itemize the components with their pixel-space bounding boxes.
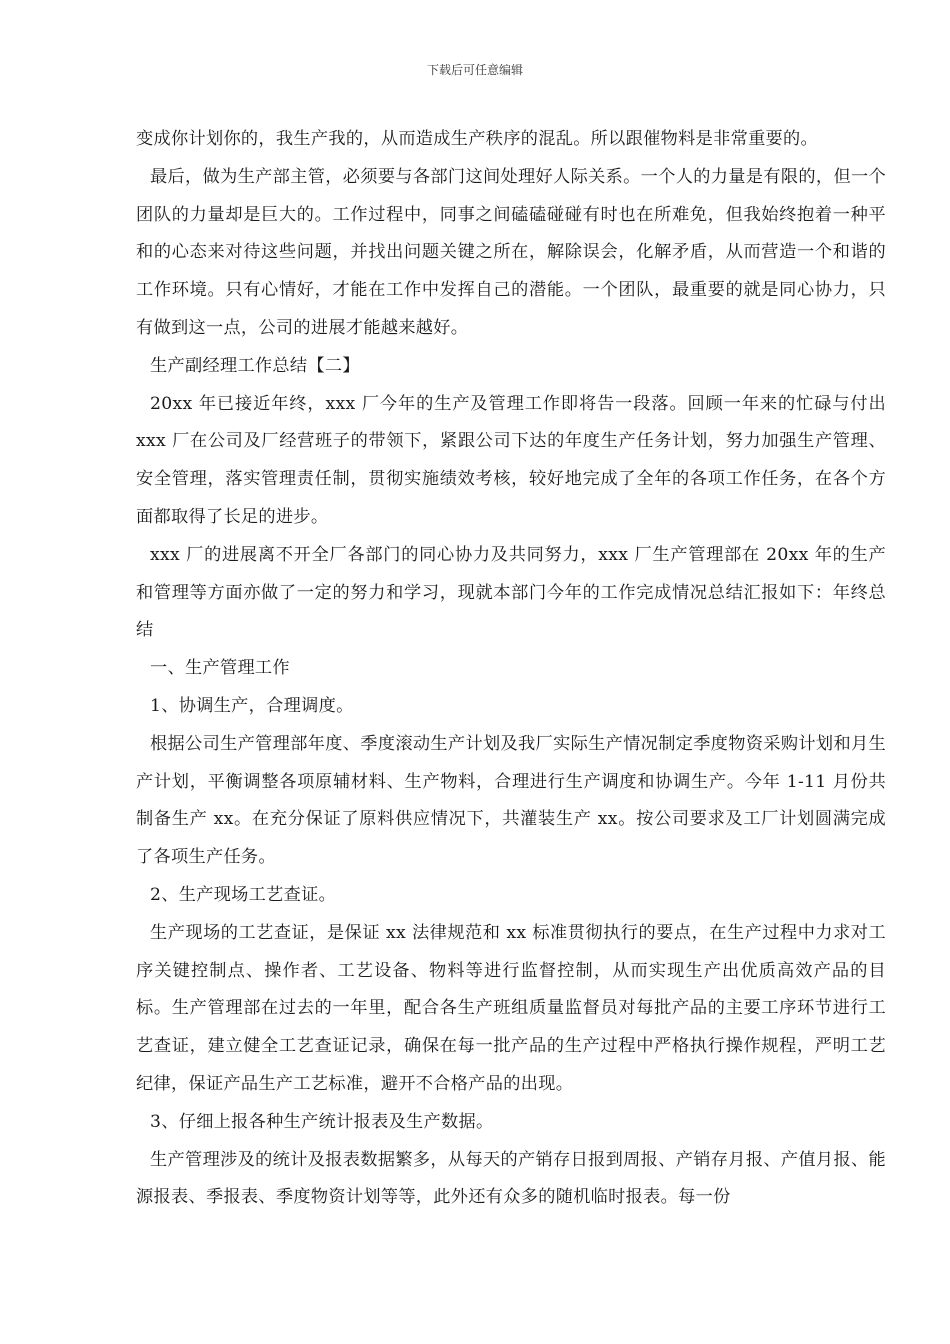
subsection-heading: 3、仔细上报各种生产统计报表及生产数据。: [150, 1111, 494, 1132]
paragraph: 变成你计划你的，我生产我的，从而造成生产秩序的混乱。所以跟催物料是非常重要的。: [136, 129, 819, 149]
section-heading: 生产副经理工作总结【二】: [150, 355, 360, 376]
paragraph: 根据公司生产管理部年度、季度滚动生产计划及我厂实际生产情况制定季度物资采购计划和月生产计划，平衡调整各项原辅材料、生产物料，合理进行生产调度和协调生产。今年 1-11 月份共制备生产 xx。在充分保证了原料供应情况下，共灌装生产 xx。按公司要求及工厂计划圆满完成了各项生产任务。: [136, 733, 886, 868]
paragraph: 20xx 年已接近年终，xxx 厂今年的生产及管理工作即将告一段落。回顾一年来的忙碌与付出 xxx 厂在公司及厂经营班子的带领下，紧跟公司下达的年度生产任务计划，努力加强生产管理、安全管理，落实管理责任制，贯彻实施绩效考核，较好地完成了全年的各项工作任务，在各个方面都取得了长足的进步。: [136, 393, 886, 527]
document-body: [136, 121, 886, 1217]
section-heading: 一、生产管理工作: [150, 658, 290, 679]
paragraph: 最后，做为生产部主管，必须要与各部门这间处理好人际关系。一个人的力量是有限的，但一个团队的力量却是巨大的。工作过程中，同事之间磕磕碰碰有时也在所难免，但我始终抱着一种平和的心态来对待这些问题，并找出问题关键之所在，解除误会，化解矛盾，从而营造一个和谐的工作环境。只有心情好，才能在工作中发挥自己的潜能。一个团队，最重要的就是同心协力，只有做到这一点，公司的进展才能越来越好。: [136, 166, 886, 338]
subsection-heading: 2、生产现场工艺查证。: [150, 884, 337, 905]
paragraph: 生产现场的工艺查证，是保证 xx 法律规范和 xx 标准贯彻执行的要点，在生产过程中力求对工序关键控制点、操作者、工艺设备、物料等进行监督控制，从而实现生产出优质高效产品的目标。生产管理部在过去的一年里，配合各生产班组质量监督员对每批产品的主要工序环节进行工艺查证，建立健全工艺查证记录，确保在每一批产品的生产过程中严格执行操作规程，严明工艺纪律，保证产品生产工艺标准，避开不合格产品的出现。: [136, 922, 886, 1094]
page-header: 下载后可任意编辑: [426, 63, 523, 77]
subsection-heading: 1、协调生产，合理调度。: [150, 695, 354, 716]
paragraph: 生产管理涉及的统计及报表数据繁多，从每天的产销存日报到周报、产销存月报、产值月报、能源报表、季报表、季度物资计划等等，此外还有众多的随机临时报表。每一份: [136, 1149, 886, 1208]
paragraph: xxx 厂的进展离不开全厂各部门的同心协力及共同努力，xxx 厂生产管理部在 20xx 年的生产和管理等方面亦做了一定的努力和学习，现就本部门今年的工作完成情况总结汇报如下：年终总结: [136, 544, 886, 641]
